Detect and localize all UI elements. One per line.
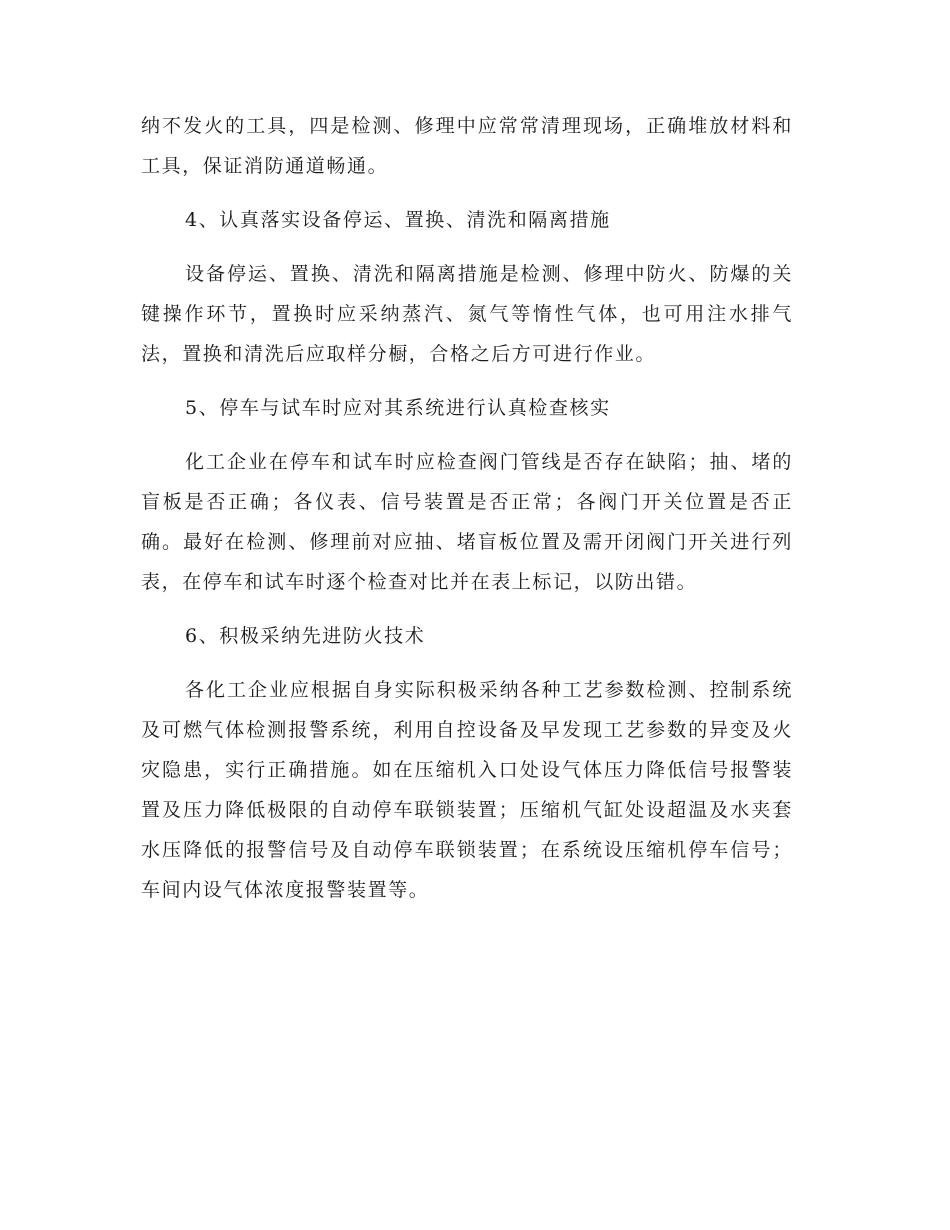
body-paragraph-3: 化工企业在停车和试车时应检查阀门管线是否存在缺陷；抽、堵的盲板是否正确；各仪表、信号装置是否正常；各阀门开关位置是否正确。最好在检测、修理前对应抽、堵盲板位置及需开闭阀门开关进行列表，在停车和试车时逐个检查对比并在表上标记，以防出错。 [141,451,793,593]
body-paragraph-4: 各化工企业应根据自身实际积极采纳各种工艺参数检测、控制系统及可燃气体检测报警系统，利用自控设备及早发现工艺参数的异变及火灾隐患，实行正确措施。如在压缩机入口处设气体压力降低信号报警装置及压力降低极限的自动停车联锁装置；压缩机气缸处设超温及水夹套水压降低的报警信号及自动停车联锁装置；在系统设压缩机停车信号；车间内设气体浓度报警装置等。 [141,679,793,901]
document-body [141,106,793,924]
body-paragraph-2: 设备停运、置换、清洗和隔离措施是检测、修理中防火、防爆的关键操作环节，置换时应采纳蒸汽、氮气等惰性气体，也可用注水排气法，置换和清洗后应取样分橱，合格之后方可进行作业。 [141,263,793,365]
body-paragraph-1: 纳不发火的工具，四是检测、修理中应常常清理现场，正确堆放材料和工具，保证消防通道畅通。 [141,115,793,177]
section-heading-5: 5、停车与试车时应对其系统进行认真检查核实 [185,397,611,419]
section-heading-6: 6、积极采纳先进防火技术 [185,625,426,647]
section-heading-4: 4、认真落实设备停运、置换、清洗和隔离措施 [185,209,611,231]
